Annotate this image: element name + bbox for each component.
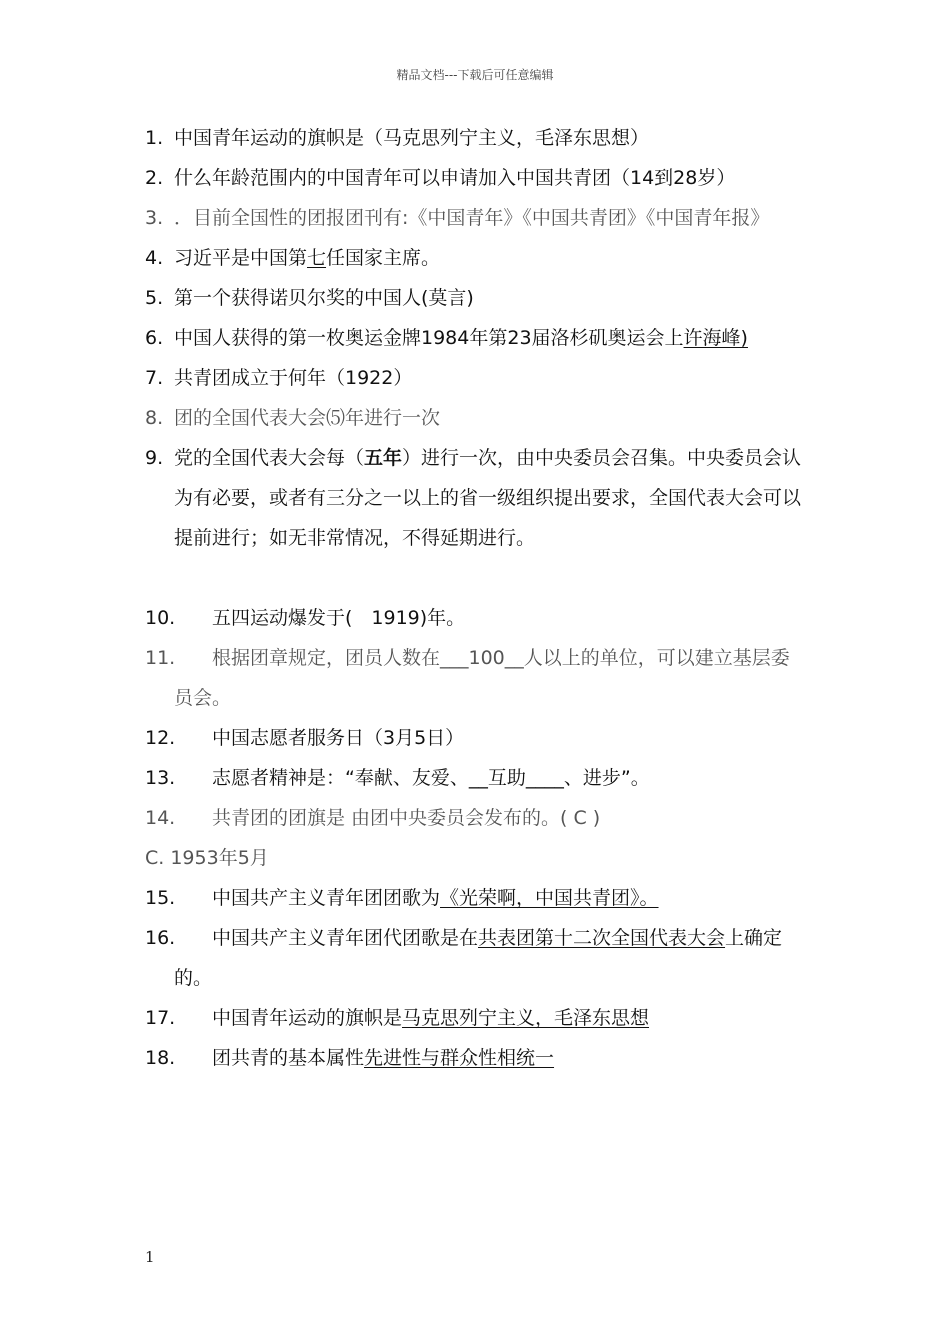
item-number: 16. [145, 927, 176, 949]
blank-line [145, 558, 815, 598]
list-item [145, 238, 815, 278]
list-item [145, 278, 815, 318]
item-text [145, 918, 799, 998]
item-text: 团的全国代表大会⑸年进行一次 [174, 407, 441, 429]
item-number: 11. [145, 647, 176, 669]
underlined-text: 《光荣啊，中国共青团》。 [440, 887, 659, 909]
list-item [145, 758, 815, 798]
list-item [145, 638, 815, 718]
item-number: 7. [145, 367, 164, 389]
list-item [145, 358, 815, 398]
item-number: 9. [145, 447, 164, 469]
item-text: 共青团的团旗是 由团中央委员会发布的。( C ) [212, 807, 601, 829]
item-number: 8. [145, 407, 164, 429]
item-text [145, 998, 815, 1038]
item-text: 什么年龄范围内的中国青年可以申请加入中国共青团（14到28岁） [174, 167, 736, 189]
text-segment: 中国人获得的第一枚奥运金牌1984年第23届洛杉矶奥运会上 [174, 327, 684, 349]
item-text: 根据团章规定，团员人数在___100__人以上的单位，可以建立基层委员会。 [174, 647, 790, 709]
list-item [145, 438, 815, 558]
item-text: 志愿者精神是：“奉献、友爱、__互助____、进步”。 [212, 767, 650, 789]
text-segment: 中国共产主义青年团代团歌是在 [212, 927, 479, 949]
item-text: 第一个获得诺贝尔奖的中国人(莫言) [174, 287, 474, 309]
list-item [145, 998, 815, 1038]
page-header: 精品文档---下载后可任意编辑 [396, 68, 554, 82]
item-text [145, 238, 815, 278]
underlined-text: 许海峰) [683, 327, 748, 349]
underlined-text: 马克思列宁主义，毛泽东思想 [402, 1007, 650, 1029]
item-text [145, 318, 799, 358]
item-number: 13. [145, 767, 176, 789]
item-number: 17. [145, 1007, 176, 1029]
item-number: 3. [145, 207, 164, 229]
item-number: 6. [145, 327, 164, 349]
item-text: ．目前全国性的团报团刊有:《中国青年》《中国共青团》《中国青年报》 [174, 207, 770, 229]
list-item [145, 198, 815, 238]
underlined-text: 共表团第十二次全国代表大会 [478, 927, 726, 949]
item-number: 4. [145, 247, 164, 269]
item-text [145, 878, 815, 918]
item-number: 5. [145, 287, 164, 309]
text-segment: 任国家主席。 [326, 247, 441, 269]
list-item [145, 718, 815, 758]
item-number: 2. [145, 167, 164, 189]
question-list [145, 118, 815, 1078]
item-text [145, 438, 819, 558]
text-segment: 团共青的基本属性 [212, 1047, 365, 1069]
text-segment: 上确定的。 [174, 927, 783, 989]
item-number: 12. [145, 727, 176, 749]
item-number: 14. [145, 807, 176, 829]
list-item [145, 798, 815, 838]
list-item [145, 318, 815, 358]
item-text: 共青团成立于何年（1922） [174, 367, 413, 389]
text-segment: 中国青年运动的旗帜是 [212, 1007, 403, 1029]
item-text: 中国青年运动的旗帜是（马克思列宁主义，毛泽东思想） [174, 127, 650, 149]
list-item [145, 118, 815, 158]
list-item [145, 1038, 815, 1078]
item-number: 15. [145, 887, 176, 909]
bold-text: 五年 [364, 447, 403, 469]
item-number: 18. [145, 1047, 176, 1069]
item-number: 10. [145, 607, 176, 629]
answer-option: C. 1953年5月 [145, 847, 269, 869]
list-item [145, 878, 815, 918]
text-segment: ）进行一次，由中央委员会召集。中央委员会认为有必要，或者有三分之一以上的省一级组织提出要求，全国代表大会可以提前进行；如无非常情况，不得延期进行。 [174, 447, 802, 549]
text-segment: 党的全国代表大会每（ [174, 447, 365, 469]
page-number: 1 [145, 1248, 155, 1266]
item-text [145, 1038, 815, 1078]
item-number: 1. [145, 127, 164, 149]
item-text: 中国志愿者服务日（3月5日） [212, 727, 465, 749]
text-segment: 中国共产主义青年团团歌为 [212, 887, 441, 909]
list-item [145, 598, 815, 638]
item-text: 五四运动爆发于( 1919)年。 [212, 607, 466, 629]
underlined-text: 七 [307, 247, 327, 269]
text-segment: 习近平是中国第 [174, 247, 308, 269]
list-item [145, 398, 815, 438]
underlined-text: 先进性与群众性相统一 [364, 1047, 555, 1069]
list-item [145, 918, 815, 998]
list-item [145, 158, 815, 198]
